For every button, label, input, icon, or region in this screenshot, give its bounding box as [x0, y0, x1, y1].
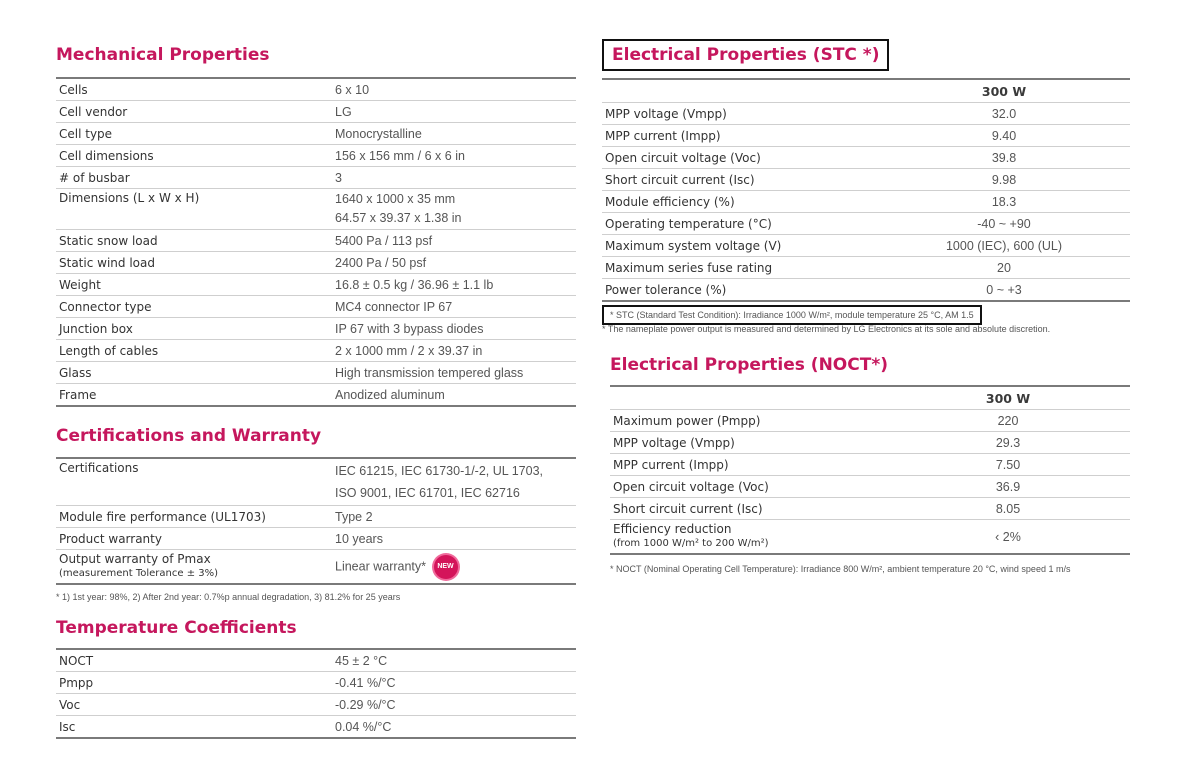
mechanical-title: Mechanical Properties	[56, 45, 270, 65]
table-row	[602, 125, 1130, 147]
row-label: Module fire performance (UL1703)	[56, 506, 332, 528]
warranty-text: Linear warranty*	[335, 558, 427, 573]
mechanical-section	[56, 44, 576, 407]
row-label: Short circuit current (Isc)	[602, 169, 878, 191]
column-header: 300 W	[878, 79, 1130, 103]
table-row	[56, 296, 576, 318]
table-row	[56, 78, 576, 101]
stc-title: Electrical Properties (STC *)	[602, 39, 889, 71]
noct-footnote: * NOCT (Nominal Operating Cell Temperature): Irradiance 800 W/m², ambient temperature 20 °C, wind speed 1 m/s	[610, 564, 1071, 574]
row-label-main: Output warranty of Pmax	[59, 552, 211, 566]
row-value: 0 ~ +3	[878, 279, 1130, 302]
row-label: MPP voltage (Vmpp)	[610, 432, 886, 454]
table-row	[56, 362, 576, 384]
row-label: Static snow load	[56, 230, 332, 252]
table-row	[56, 506, 576, 528]
row-value: 220	[997, 413, 1019, 428]
row-value: 29.3	[886, 432, 1130, 454]
row-label: Cell type	[56, 123, 332, 145]
temperature-section	[56, 617, 576, 739]
row-label: Open circuit voltage (Voc)	[602, 147, 878, 169]
table-row	[610, 432, 1130, 454]
row-value: ‹ 2%	[886, 520, 1130, 555]
row-value: 36.9	[886, 476, 1130, 498]
row-value	[332, 189, 576, 230]
table-row	[602, 169, 1130, 191]
table-row	[56, 230, 576, 252]
table-row	[610, 410, 1130, 432]
table-row	[56, 167, 576, 189]
temperature-table	[56, 648, 576, 739]
row-value: Type 2	[332, 506, 576, 528]
row-label: Maximum series fuse rating	[602, 257, 878, 279]
row-label-sub: (from 1000 W/m² to 200 W/m²)	[613, 538, 769, 549]
table-row	[56, 101, 576, 123]
row-label: Connector type	[56, 296, 332, 318]
row-value: 8.05	[886, 498, 1130, 520]
row-label: Glass	[56, 362, 332, 384]
row-label: Open circuit voltage (Voc)	[610, 476, 886, 498]
row-value: 2 x 1000 mm / 2 x 39.37 in	[332, 340, 576, 362]
row-value: 20	[878, 257, 1130, 279]
row-value-line: IEC 61215, IEC 61730-1/-2, UL 1703,	[335, 464, 544, 478]
stc-footnote-1: * STC (Standard Test Condition): Irradiance 1000 W/m², module temperature 25 °C, AM 1.5	[602, 305, 982, 325]
table-row	[610, 454, 1130, 476]
table-header-row	[610, 386, 1130, 410]
temperature-title: Temperature Coefficients	[56, 618, 297, 638]
row-label: Isc	[56, 716, 332, 739]
row-value: IP 67 with 3 bypass diodes	[332, 318, 576, 340]
noct-table	[610, 385, 1130, 555]
row-label: MPP voltage (Vmpp)	[605, 106, 727, 121]
row-label: Frame	[56, 384, 332, 407]
row-label: Power tolerance (%)	[602, 279, 878, 302]
stc-footnote-2: * The nameplate power output is measured and determined by LG Electronics at its sole and absolute discretion.	[602, 324, 1051, 334]
table-row	[56, 672, 576, 694]
row-value: 7.50	[886, 454, 1130, 476]
row-label: MPP current (Impp)	[602, 125, 878, 147]
row-value: Anodized aluminum	[332, 384, 576, 407]
table-row	[56, 384, 576, 407]
row-value: 9.98	[878, 169, 1130, 191]
row-value: -0.41 %/°C	[332, 672, 576, 694]
table-row	[56, 649, 576, 672]
table-row	[56, 123, 576, 145]
row-value-line: 64.57 x 39.37 x 1.38 in	[335, 211, 462, 225]
row-label-main: Efficiency reduction	[613, 522, 732, 536]
row-label: Junction box	[56, 318, 332, 340]
row-label	[56, 550, 332, 585]
table-row	[602, 103, 1130, 125]
row-label	[610, 520, 886, 555]
table-row	[56, 528, 576, 550]
row-value: 9.40	[878, 125, 1130, 147]
table-row	[602, 147, 1130, 169]
row-value: 39.8	[878, 147, 1130, 169]
table-row	[56, 274, 576, 296]
row-label: Maximum system voltage (V)	[602, 235, 878, 257]
header-spacer	[610, 386, 886, 410]
row-label: Operating temperature (°C)	[602, 213, 878, 235]
row-value: Monocrystalline	[332, 123, 576, 145]
row-label: Short circuit current (Isc)	[610, 498, 886, 520]
row-label: Certifications	[59, 461, 139, 475]
table-row	[602, 279, 1130, 302]
row-label: Cell vendor	[56, 101, 332, 123]
certifications-title: Certifications and Warranty	[56, 426, 322, 446]
row-value: 0.04 %/°C	[332, 716, 576, 739]
row-value: 16.8 ± 0.5 kg / 36.96 ± 1.1 lb	[332, 274, 576, 296]
row-label: Dimensions (L x W x H)	[56, 189, 332, 230]
row-value: High transmission tempered glass	[332, 362, 576, 384]
column-header: 300 W	[886, 386, 1130, 410]
row-value: -40 ~ +90	[878, 213, 1130, 235]
row-label: Product warranty	[56, 528, 332, 550]
row-value-line: 1640 x 1000 x 35 mm	[335, 192, 456, 206]
certifications-table	[56, 457, 576, 585]
row-value: 45 ± 2 °C	[335, 653, 388, 668]
table-row	[56, 694, 576, 716]
stc-footnotes	[602, 305, 1130, 335]
table-row	[610, 520, 1130, 555]
row-label: Cells	[59, 82, 88, 97]
row-value: 156 x 156 mm / 6 x 6 in	[332, 145, 576, 167]
row-label: Maximum power (Pmpp)	[613, 413, 761, 428]
stc-section	[602, 39, 1130, 335]
row-label: Length of cables	[56, 340, 332, 362]
header-spacer	[602, 79, 878, 103]
mechanical-table	[56, 77, 576, 407]
table-row	[56, 252, 576, 274]
noct-title: Electrical Properties (NOCT*)	[610, 355, 888, 375]
row-value	[332, 458, 576, 506]
row-value: 2400 Pa / 50 psf	[332, 252, 576, 274]
table-row	[56, 189, 576, 230]
table-row	[56, 318, 576, 340]
row-label: Pmpp	[56, 672, 332, 694]
table-row	[602, 213, 1130, 235]
table-row	[610, 498, 1130, 520]
table-row	[56, 145, 576, 167]
table-row	[602, 257, 1130, 279]
row-label: Weight	[56, 274, 332, 296]
row-value: 5400 Pa / 113 psf	[332, 230, 576, 252]
row-value: 1000 (IEC), 600 (UL)	[878, 235, 1130, 257]
row-value-line: ISO 9001, IEC 61701, IEC 62716	[335, 486, 520, 500]
row-value	[332, 550, 576, 585]
certifications-footnote: * 1) 1st year: 98%, 2) After 2nd year: 0.7%p annual degradation, 3) 81.2% for 25 years	[56, 592, 401, 602]
row-value: -0.29 %/°C	[332, 694, 576, 716]
table-row	[602, 235, 1130, 257]
noct-section	[610, 354, 1130, 575]
table-row	[56, 716, 576, 739]
stc-table	[602, 78, 1130, 302]
new-badge-icon: NEW	[434, 555, 458, 579]
row-label: Static wind load	[56, 252, 332, 274]
row-value: LG	[332, 101, 576, 123]
table-row	[56, 550, 576, 585]
row-label: Voc	[56, 694, 332, 716]
row-label: Cell dimensions	[56, 145, 332, 167]
table-row	[602, 191, 1130, 213]
row-value: 18.3	[878, 191, 1130, 213]
row-value: 10 years	[332, 528, 576, 550]
certifications-section	[56, 425, 576, 603]
table-row	[56, 458, 576, 506]
row-label: # of busbar	[56, 167, 332, 189]
table-row	[56, 340, 576, 362]
row-label: MPP current (Impp)	[610, 454, 886, 476]
row-label: Module efficiency (%)	[602, 191, 878, 213]
row-value: 6 x 10	[335, 82, 370, 97]
row-label-sub: (measurement Tolerance ± 3%)	[59, 568, 219, 579]
row-value: 3	[332, 167, 576, 189]
table-row	[610, 476, 1130, 498]
row-value: MC4 connector IP 67	[332, 296, 576, 318]
table-header-row	[602, 79, 1130, 103]
row-value: 32.0	[991, 106, 1017, 121]
row-label: NOCT	[59, 653, 94, 668]
